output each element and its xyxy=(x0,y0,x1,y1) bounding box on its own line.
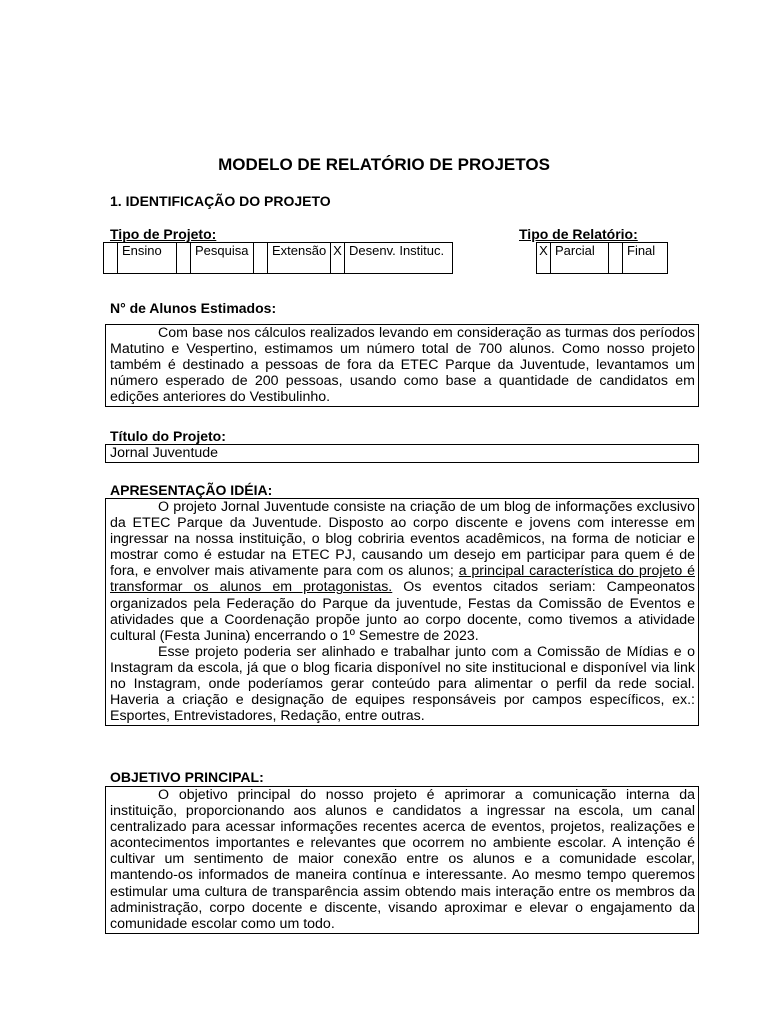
project-type-table xyxy=(103,242,453,274)
idea-paragraph-1-start: O projeto Jornal Juventude consiste na criação de um blog de informações exclusivo da ETEC Parque da Juventude. Disposto ao corpo discente e jovens com interesse em ingressar na nossa instituição, o blog cobriria eventos acadêmicos, na forma de noticiar e mostrar como é estudar na ETEC PJ, causando um desejo em participar para quem é de fora, e envolver mais ativamente para com os alunos; xyxy=(110,499,695,580)
document-title: MODELO DE RELATÓRIO DE PROJETOS xyxy=(218,155,550,174)
report-type-option-parcial: Parcial xyxy=(551,243,609,274)
project-type-checkbox-pesquisa[interactable] xyxy=(177,243,191,274)
project-type-label: Tipo de Projeto: xyxy=(110,226,217,242)
project-type-checkbox-desenv[interactable]: X xyxy=(331,243,345,274)
report-type-checkbox-final[interactable] xyxy=(609,243,623,274)
project-type-option-pesquisa: Pesquisa xyxy=(191,243,254,274)
students-estimate-label: N° de Alunos Estimados: xyxy=(110,300,277,316)
idea-paragraph-1 xyxy=(110,499,695,644)
project-type-option-ensino: Ensino xyxy=(118,243,177,274)
idea-label: APRESENTAÇÃO IDÉIA: xyxy=(110,482,273,498)
students-estimate-box xyxy=(105,324,699,407)
report-type-option-final: Final xyxy=(623,243,668,274)
idea-box xyxy=(105,498,699,726)
project-type-option-extensao: Extensão xyxy=(268,243,331,274)
report-type-checkbox-parcial[interactable]: X xyxy=(537,243,551,274)
section-heading-identification: 1. IDENTIFICAÇÃO DO PROJETO xyxy=(110,193,331,209)
project-title-value: Jornal Juventude xyxy=(110,445,219,461)
report-type-label: Tipo de Relatório: xyxy=(519,226,638,242)
objective-text: O objetivo principal do nosso projeto é aprimorar a comunicação interna da instituição, proporcionando aos alunos e candidatos a ingressar na escola, um canal centralizado para acessar informações recentes acerca de eventos, projetos, realizações e acontecimentos importantes e relevantes que ocorrem no ambiente escolar. A intenção é cultivar um sentimento de maior conexão entre os alunos e a comunidade escolar, mantendo-os informados de maneira contínua e interessante. Ao mesmo tempo queremos estimular uma cultura de transparência assim obtendo mais interação entre os membros da administração, corpo docente e discente, visando aproximar e elevar o engajamento da comunidade escolar como um todo. xyxy=(110,787,695,932)
project-title-label: Título do Projeto: xyxy=(110,428,226,444)
objective-box xyxy=(105,786,699,934)
students-estimate-text: Com base nos cálculos realizados levando em consideração as turmas dos períodos Matutino e Vespertino, estimamos um número total de 700 alunos. Como nosso projeto também é destinado a pessoas de fora da ETEC Parque da Juventude, levantamos um número esperado de 200 pessoas, usando como base a quantidade de candidatos em edições anteriores do Vestibulinho. xyxy=(110,325,695,406)
project-type-option-desenv: Desenv. Instituc. xyxy=(345,243,453,274)
project-type-checkbox-ensino[interactable] xyxy=(104,243,118,274)
project-title-box xyxy=(105,444,699,463)
idea-highlight: a principal característica do projeto é transformar os alunos em protagonistas. xyxy=(110,563,695,596)
report-type-table xyxy=(536,242,668,274)
objective-label: OBJETIVO PRINCIPAL: xyxy=(110,769,264,785)
project-type-checkbox-extensao[interactable] xyxy=(254,243,268,274)
idea-paragraph-1-end: Os eventos citados seriam: Campeonatos organizados pela Federação do Parque da juventude, Festas da Comissão de Eventos e atividades que a Coordenação propõe junto ao corpo docente, como tivemos a atividade cultural (Festa Junina) encerrando o 1º Semestre de 2023. xyxy=(110,579,696,644)
idea-paragraph-2: Esse projeto poderia ser alinhado e trabalhar junto com a Comissão de Mídias e o Instagram da escola, já que o blog ficaria disponível no site institucional e disponível via link no Instagram, onde poderíamos gerar conteúdo para alimentar o perfil da rede social. Haveria a criação e designação de equipes responsáveis por campos específicos, ex.: Esportes, Entrevistadores, Redação, entre outras. xyxy=(110,643,695,725)
